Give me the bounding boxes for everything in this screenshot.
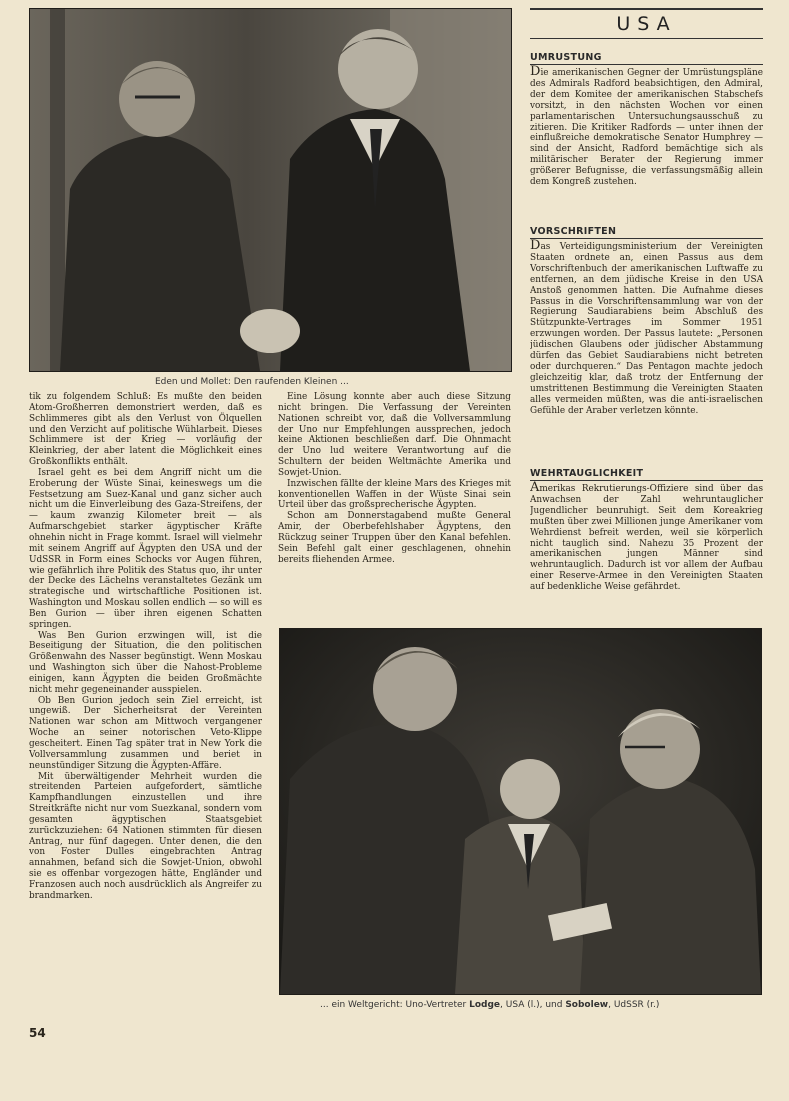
drop-letter: A [530, 480, 540, 495]
article-paragraph: Israel geht es bei dem Angriff nicht um die Eroberung der Wüste Sinai, keineswegs um die Festsetzung am Suez-Kanal und ganz sicher auch nicht um die Einverleibung des Gaza-Streifens, der — kaum zwanzig Kilometer breit — als Aufmarschgebiet starker ägyptischer Kräfte ohnehin nicht in Frage kommt. Israel will vielmehr mit seinem Angriff auf Ägypten den USA und der UdSSR in Form eines Schocks vor Augen führen, wie gefährlich ihre Politik des Status quo, ihr unter der Decke des Lächelns veranstaltetes Gezänk um strategische und wirtschaftliche Positionen ist. Washington und Moskau sollen endlich — so will es Ben Gurion — über ihren eigenen Schatten springen. [29, 467, 262, 630]
section-body [530, 238, 763, 417]
usa-section-vorschriften [530, 226, 763, 464]
article-paragraph: Eine Lösung konnte aber auch diese Sitzung nicht bringen. Die Verfassung der Vereinten Nationen schreibt vor, daß die Vollversammlung der Uno nur Empfehlungen aussprechen, jedoch keine Aktionen beschließen darf. Die Ohnmacht der Uno lud weitere Verantwortung auf die Schultern der beiden Weltmächte Amerika und Sowjet-Union. [278, 392, 511, 478]
caption-text: , UdSSR (r.) [608, 1000, 660, 1010]
article-paragraph: Inzwischen fällte der kleine Mars des Krieges mit konventionellen Waffen in der Wüste Sinai sein Urteil über das großsprecherische Ägypten. [278, 478, 511, 511]
page-number: 54 [29, 1026, 46, 1040]
section-body [530, 480, 763, 593]
section-text: merikas Rekrutierungs-Offiziere sind über das Anwachsen der Zahl wehruntauglicher Jugendlicher beunruhigt. Seit dem Koreakrieg mußten über zwei Millionen junge Amerikaner vom Wehrdienst befreit werden, weil sie körperlich nicht tauglich sind. Nahezu 35 Prozent der amerikanischen jungen Männer sind wehruntauglich. Dadurch ist vor allem der Aufbau einer Reserve-Armee in den Vereinigten Staaten auf bedenkliche Weise gefährdet. [530, 484, 763, 593]
article-column-1 [29, 392, 262, 1016]
article-paragraph: Ob Ben Gurion jedoch sein Ziel erreicht, ist ungewiß. Der Sicherheitsrat der Vereinten Nationen war schon am Mittwoch vergangener Woche an seiner notorischen Veto-Klippe gescheitert. Einen Tag später trat in New York die Vollversammlung zusammen und beriet in neunstündiger Sitzung die Ägypten-Affäre. [29, 695, 262, 771]
article-paragraph: tik zu folgendem Schluß: Es mußte den beiden Atom-Großherren demonstriert werden, daß es Schlimmeres gibt als den Verlust von Ölquellen und den Verzicht auf politische Wühlarbeit. Dieses Schlimmere ist der Krieg — vorläufig der Kleinkrieg, der aber latent die Möglichkeit eines Großkonflikts enthält. [29, 392, 262, 468]
caption-name-sobolew: Sobolew [565, 1000, 609, 1010]
photo-lodge-sobolew-image [280, 629, 761, 994]
drop-letter: D [530, 238, 541, 253]
caption-text: ... ein Weltgericht: Uno-Vertreter [320, 1000, 470, 1010]
article-column-2 [278, 392, 511, 614]
caption-name-lodge: Lodge [469, 1000, 501, 1010]
drop-letter: D [530, 64, 541, 79]
section-heading: VORSCHRIFTEN [530, 226, 763, 239]
section-heading: WEHRTAUGLICHKEIT [530, 468, 763, 481]
section-text: as Verteidigungsministerium der Vereinigten Staaten ordnete an, einen Passus aus dem Vorschriftenbuch der amerikanischen Luftwaffe zu entfernen, an dem jüdische Kreise in den USA Anstoß genommen hatten. Die Aufnahme dieses Passus in die Vorschriftensammlung war von der Regierung Saudiarabiens beim Abschluß des Stützpunkte-Vertrages im Sommer 1951 erzwungen worden. Der Passus lautete: „Personen jüdischen Glaubens oder jüdischer Abstammung dürfen das Gebiet Saudiarabiens nicht betreten oder durchqueren.“ Das Pentagon machte jedoch gleichzeitig klar, daß trotz der Entfernung der umstrittenen Bestimmung die Vereinigten Staaten alles vermeiden müßten, was die anti-israelischen Gefühle der Araber verletzen könnte. [530, 242, 763, 416]
section-body [530, 64, 763, 188]
photo-eden-mollet-image [30, 9, 511, 371]
section-title-usa: USA [530, 8, 763, 39]
article-paragraph: Was Ben Gurion erzwingen will, ist die Beseitigung der Situation, die den politischen Größenwahn des Nasser begünstigt. Wenn Moskau und Washington sich über die Nahost-Probleme einigen, kann Ägypten die beiden Großmächte nicht mehr gegeneinander ausspielen. [29, 630, 262, 695]
photo-lodge-sobolew [279, 628, 762, 995]
article-paragraph: Schon am Donnerstagabend mußte General Amir, der Oberbefehlshaber Ägyptens, den Rückzug seiner Truppen über den Kanal befehlen. Sein Befehl galt einer geschlagenen, ohnehin bereits fliehenden Armee. [278, 511, 511, 565]
section-text: ie amerikanischen Gegner der Umrüstungspläne des Admirals Radford beabsichtigen, den Admiral, der dem Komitee der amerikanischen Stabschefs vorsitzt, in den nächsten Wochen vor einen parlamentarischen Untersuchungsausschuß zu zitieren. Die Kritiker Radfords — unter ihnen der einflußreiche demokratische Senator Humphrey — sind der Ansicht, Radford bemächtige sich als militärischer Berater der Regierung immer größerer Befugnisse, die verfassungsmäßig allein dem Kongreß zustehen. [530, 68, 763, 188]
caption-text: , USA (l.), und [500, 1000, 566, 1010]
photo-eden-mollet-caption: Eden und Mollet: Den raufenden Kleinen ... [155, 377, 349, 387]
article-paragraph: Mit überwältigender Mehrheit wurden die streitenden Parteien aufgefordert, sämtliche Kampfhandlungen einzustellen und ihre Streitkräfte nicht nur vom Suezkanal, sondern vom gesamten ägyptischen Staatsgebiet zurückzuziehen: 64 Nationen stimmten für diesen Antrag, nur fünf dagegen. Unter denen, die den von Foster Dulles eingebrachten Antrag annahmen, befand sich die Sowjet-Union, obwohl sie es offenbar vorgezogen hätte, Engländer und Franzosen auch noch ausdrücklich als Angreifer zu brandmarken. [29, 771, 262, 901]
section-heading: UMRÜSTUNG [530, 52, 763, 65]
photo-lodge-sobolew-caption [320, 1000, 659, 1010]
usa-section-wehrtauglichkeit [530, 468, 763, 616]
usa-section-umruestung [530, 52, 763, 220]
photo-eden-mollet [29, 8, 512, 372]
